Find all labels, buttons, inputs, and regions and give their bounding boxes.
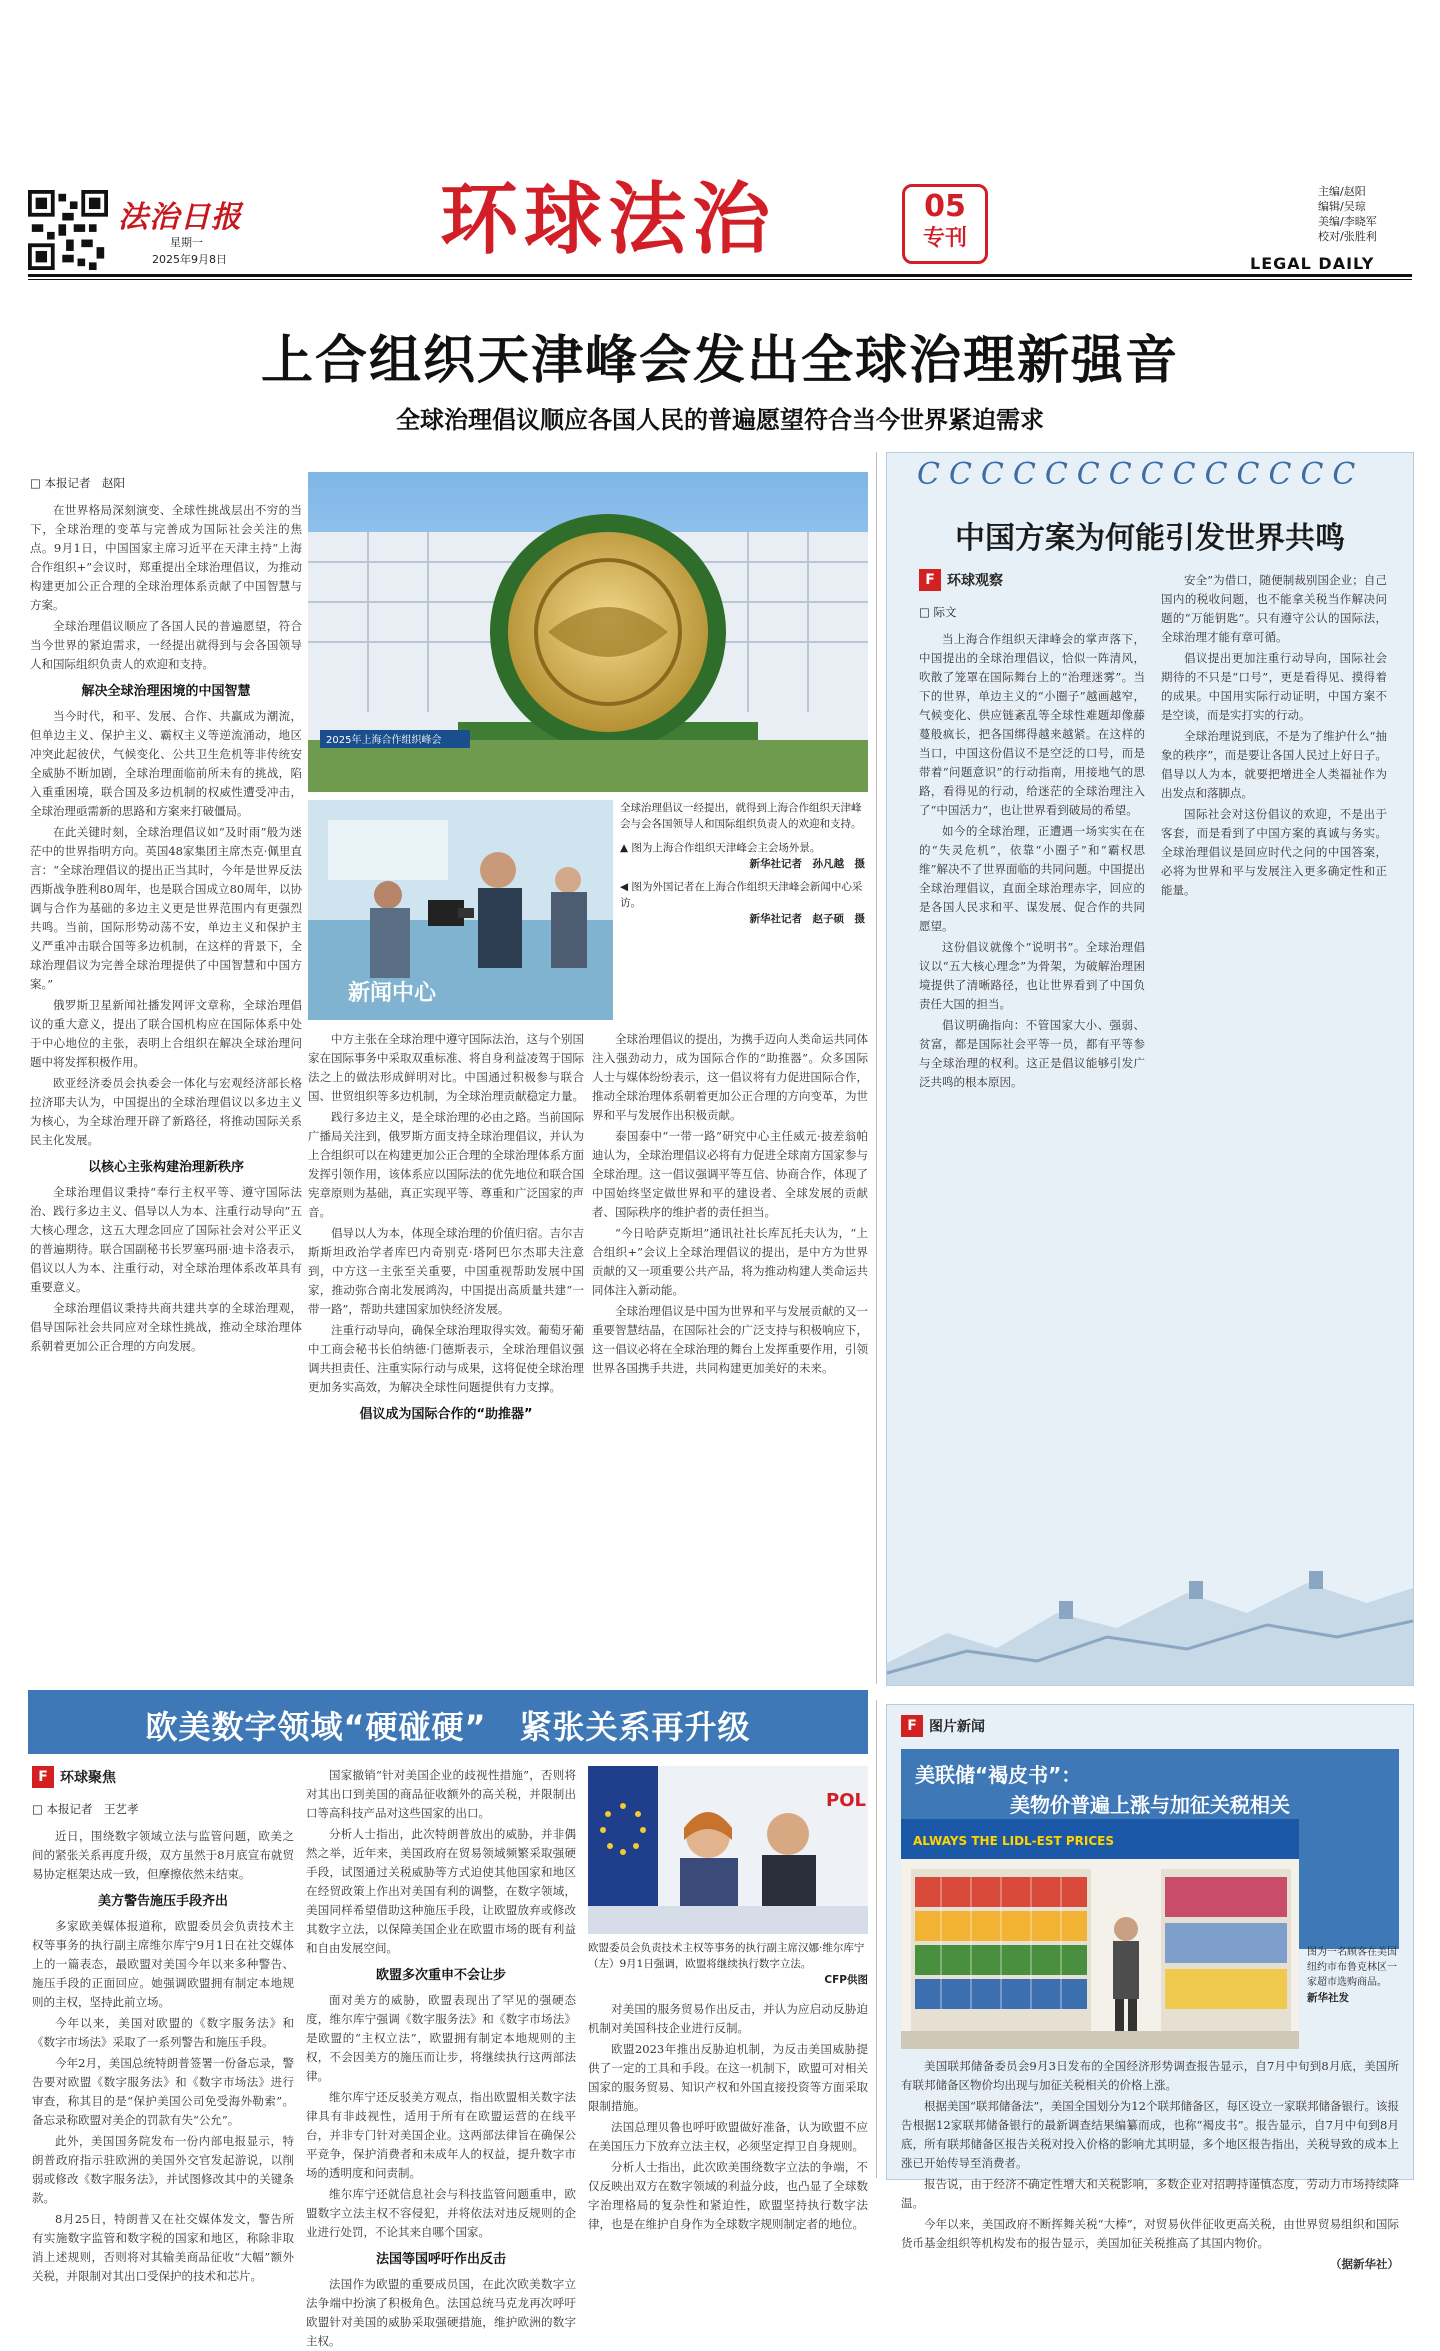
decorative-glyph-row: CCCCCCCCCCCCCC <box>917 457 1365 492</box>
issue-date: 2025年9月8日 <box>152 253 227 266</box>
lead-col-1 <box>30 472 302 1682</box>
paragraph: 全球治理倡议的提出，为携手迈向人类命运共同体注入强劲动力，成为国际合作的“助推器”。众多国际人士与媒体纷纷表示，这一倡议将有力促进国际合作，推动全球治理体系朝着更加公正合理的方向变革，为世界和平与发展作出积极贡献。 <box>592 1032 868 1122</box>
photo-credit: 新华社记者 赵子硕 摄 <box>749 913 865 925</box>
paragraph: 今年以来，美国政府不断挥舞关税“大棒”，对贸易伙伴征收更高关税，由世界贸易组织和国际货币基金组织等机构发布的报告显示，美国加征关税推高了其国内物价。 <box>901 2217 1399 2250</box>
paragraph: 国际社会对这份倡议的欢迎，不是出于客套，而是看到了中国方案的真诚与务实。全球治理倡议是回应时代之问的中国答案，必将为世界和平与发展注入更多确定性和正能量。 <box>1161 807 1387 897</box>
supermarket-caption-block <box>1307 1945 1403 2005</box>
eu-col-2 <box>306 1766 576 2348</box>
paragraph: 维尔库宁还反驳美方观点，指出欧盟相关数字法律具有非歧视性，适用于所有在欧盟运营的在线平台，并非专门针对美国企业。这两部法律旨在确保公平竞争，保护消费者和未成年人的权益，提升数字市场的透明度和问责制。 <box>306 2090 576 2180</box>
summit-venue-illustration <box>308 472 868 792</box>
editor-line: 编辑/吴琼 <box>1318 200 1366 213</box>
china-commentary-box <box>886 452 1414 1686</box>
supermarket-photo <box>901 1819 1299 2049</box>
paragraph: 倡议提出更加注重行动导向，国际社会期待的不只是“口号”，更是看得见、摸得着的成果。中国用实际行动证明，中国方案不是空谈，而是实打实的行动。 <box>1161 651 1387 722</box>
masthead-rule <box>28 274 1412 277</box>
photo-news-title-2: 美物价普遍上涨与加征关税相关 <box>1010 1793 1290 1817</box>
eu-official-photo <box>588 1766 868 1934</box>
subhead: 美方警告施压手段齐出 <box>97 1894 228 1909</box>
paragraph: 法国总理贝鲁也呼吁欧盟做好准备，认为欧盟不应在美国压力下放弃立法主权，必须坚定捍卫自身规则。 <box>588 2120 868 2153</box>
lead-subheadline: 全球治理倡议顺应各国人民的普遍愿望符合当今世界紧迫需求 <box>396 406 1044 434</box>
paragraph: 多家欧美媒体报道称，欧盟委员会负责技术主权等事务的执行副主席维尔库宁9月1日在社交媒体上的一篇表态，最欧盟对美国今年以来多种警告、施压手段的正面回应。她强调欧盟拥有制定本地规则的主权，坚持此前立场。 <box>32 1919 294 2009</box>
editor-line: 校对/张胜利 <box>1318 230 1377 243</box>
paragraph: 注重行动导向，确保全球治理取得实效。葡萄牙葡中工商会秘书长伯纳德·门德斯表示，全球治理倡议强调共担责任、注重实际行动与成果，这将促使全球治理更加务实高效，为解决全球性问题提供有力支撑。 <box>308 1323 584 1394</box>
weekday: 星期一 <box>170 236 203 249</box>
subhead: 解决全球治理困境的中国智慧 <box>81 684 251 699</box>
section-tag-label: 环球观察 <box>947 573 1003 589</box>
english-name: LEGAL DAILY <box>1250 254 1375 273</box>
photo-news-box <box>886 1704 1414 2271</box>
editor-line: 美编/李晓军 <box>1318 215 1377 228</box>
photo-news-tag <box>901 1715 985 1737</box>
eu-headline-banner <box>28 1690 868 1754</box>
subhead: 倡议成为国际合作的“助推器” <box>359 1407 533 1422</box>
photo-credit: 新华社记者 孙凡越 摄 <box>749 858 865 870</box>
great-wall-illustration <box>887 1533 1413 1685</box>
masthead-rule-thin <box>28 279 1412 280</box>
paragraph: 全球治理倡议秉持共商共建共享的全球治理观，倡导国际社会共同应对全球性挑战，推动全球治理体系朝着更加公正合理的方向发展。 <box>30 1301 302 1353</box>
paragraph: 欧盟2023年推出反胁迫机制，为反击美国威胁提供了一定的工具和手段。在这一机制下，欧盟可对相关国家的服务贸易、知识产权和外国直接投资等方面采取限制措施。 <box>588 2042 868 2113</box>
paragraph: 国家撤销“针对美国企业的歧视性措施”，否则将对其出口到美国的商品征收额外的高关税，并限制出口等高科技产品对这些国家的出口。 <box>306 1768 576 1820</box>
masthead <box>0 0 1440 273</box>
china-box-headline: 中国方案为何能引发世界共鸣 <box>955 521 1345 556</box>
photo-caption: 全球治理倡议一经提出，就得到上海合作组织天津峰会与会各国领导人和国际组织负责人的欢迎和支持。 <box>620 802 862 830</box>
paragraph: 倡导以人为本，体现全球治理的价值归宿。吉尔吉斯斯坦政治学者库巴内奇别克·塔阿巴尔杰耶夫注意到，中方这一主张至关重要，中国重视帮助发展中国家，推动弥合南北发展鸿沟，中国提出高质量共建“一带一路”，帮助共建国家加快经济发展。 <box>308 1226 584 1316</box>
eu-headline: 欧美数字领域“硬碰硬” 紧张关系再升级 <box>145 1708 751 1746</box>
paragraph: 对美国的服务贸易作出反击，并认为应启动反胁迫机制对美国科技企业进行反制。 <box>588 2002 868 2035</box>
lead-photo-caption-block <box>620 800 865 926</box>
section-title: 环球法治 <box>440 175 777 265</box>
column-divider <box>876 1700 877 2178</box>
eu-byline: □ 本报记者 王艺孝 <box>32 1802 139 1816</box>
subhead: 法国等国呼吁作出反击 <box>375 2252 506 2267</box>
paragraph: 全球治理倡议秉持“奉行主权平等、遵守国际法治、践行多边主义、倡导以人为本、注重行动导向”五大核心理念，这五大理念回应了国际社会对公平正义的普遍期待。联合国副秘书长罗塞玛丽·迪卡洛表示，倡议以人为本、注重行动，对全球治理体系改革具有重要意义。 <box>30 1185 302 1294</box>
section-tag-icon: F <box>919 569 941 591</box>
paragraph: 泰国泰中“一带一路”研究中心主任威元·披差翁帕迪认为，全球治理倡议必将有力促进全球南方国家参与全球治理。这一倡议强调平等互信、协商合作，体现了中国始终坚定做世界和平的建设者、全球发展的贡献者、国际秩序的维护者的责任担当。 <box>592 1129 868 1219</box>
qr-code-icon <box>28 190 108 270</box>
subhead: 以核心主张构建治理新秩序 <box>87 1160 244 1175</box>
photo-news-body <box>901 2057 1399 2271</box>
paragraph: 今年2月，美国总统特朗普签署一份备忘录，警告要对欧盟《数字服务法》和《数字市场法》进行审查，称其目的是“保护美国公司免受海外勒索”。备忘录称欧盟对美企的罚款有失“公允”。 <box>32 2056 294 2127</box>
paragraph: 如今的全球治理，正遭遇一场实实在在的“失灵危机”，依靠“小圈子”和“霸权思维”解决不了世界面临的共同问题。中国提出全球治理倡议，直面全球治理赤字，回应的是各国人民求和平、谋发展、促合作的共同愿望。 <box>919 824 1145 933</box>
photo-caption: 图为一名顾客在美国纽约市布鲁克林区一家超市选购商品。 <box>1307 1947 1397 1988</box>
photo-credit: 新华社发 <box>1307 1992 1349 2004</box>
subhead: 欧盟多次重申不会让步 <box>375 1968 506 1983</box>
lead-col-3 <box>592 1030 868 1680</box>
paragraph: 欧亚经济委员会执委会一体化与宏观经济部长格拉济耶夫认为，中国提出的全球治理倡议以多边主义为核心，为全球治理开辟了新路径，将推动国际关系民主化发展。 <box>30 1076 302 1147</box>
lead-col-2 <box>308 1030 584 1680</box>
paragraph: 分析人士指出，此次特朗普放出的威胁，并非偶然之举，近年来，美国政府在贸易领域频繁采取强硬手段，试图通过关税威胁等方式迫使其他国家和地区在经贸政策上作出对美国有利的调整，在数字领域，美国同样希望借助这种施压手段，让欧盟放弃或修改其数字立法，以保障美国企业在欧盟市场的既有利益和自由发展空间。 <box>306 1827 576 1955</box>
eu-photo-caption-block <box>588 1940 868 1987</box>
paragraph: 近日，围绕数字领域立法与监管问题，欧美之间的紧张关系再度升级，双方虽然于8月底宣布就贸易协定框架达成一致，但摩擦依然未结束。 <box>32 1829 294 1881</box>
photo-news-source: （据新华社） <box>1330 2257 1399 2271</box>
paragraph: 当上海合作组织天津峰会的掌声落下，中国提出的全球治理倡议，恰似一阵清风，吹散了笼罩在国际舞台上的“治理迷雾”。当下的世界，单边主义的“小圈子”越画越窄，气候变化、供应链紊乱等全球性难题却像藤蔓般疯长，把各国绑得越来越紧。在这样的当口，中国这份倡议不是空泛的口号，而是带着“问题意识”的行动指南，用接地气的思路，看得见的行动，给迷茫的全球治理注入了“中国活力”，也让世界看到破局的希望。 <box>919 632 1145 817</box>
paragraph: 全球治理说到底，不是为了维护什么“抽象的秩序”，而是要让各国人民过上好日子。倡导以人为本，就要把增进全人类福祉作为出发点和落脚点。 <box>1161 729 1387 800</box>
supermarket-illustration <box>901 1819 1299 2049</box>
column-divider <box>876 452 877 1684</box>
paragraph: 维尔库宁还就信息社会与科技监管问题重申，欧盟数字立法主权不容侵犯，并将依法对违反规则的企业进行处罚，不论其来自哪个国家。 <box>306 2187 576 2239</box>
section-tag-icon: F <box>32 1766 54 1788</box>
china-box-col-2 <box>1161 571 1387 1671</box>
paragraph: 在此关键时刻，全球治理倡议如“及时雨”般为迷茫中的世界指明方向。英国48家集团主席杰克·佩里直言：“全球治理倡议的提出正当其时，今年是世界反法西斯战争胜利80周年，也是联合国成立80周年，以协调与合作为基础的多边主义更是世界范围内有更强烈共鸣。当前，国际形势动荡不安，单边主义和保护主义严重冲击联合国等多边机制，在这样的背景下，全球治理倡议为完善全球治理提供了中国智慧和中国方案。” <box>30 825 302 991</box>
photo-caption: 欧盟委员会负责技术主权等事务的执行副主席汉娜·维尔库宁（左）9月1日强调，欧盟将继续执行数字立法。 <box>588 1942 865 1970</box>
paragraph: 法国作为欧盟的重要成员国，在此次欧美数字立法争端中扮演了积极角色。法国总统马克龙再次呼吁欧盟针对美国的威胁采取强硬措施，维护欧洲的数字主权。 <box>306 2277 576 2348</box>
paragraph: 倡议明确指向：不管国家大小、强弱、贫富，都是国际社会平等一员，都有平等参与全球治理的权利。这正是倡议能够引发广泛共鸣的根本原因。 <box>919 1018 1145 1089</box>
paragraph: 今年以来，美国对欧盟的《数字服务法》和《数字市场法》采取了一系列警告和施压手段。 <box>32 2016 294 2049</box>
paragraph: “今日哈萨克斯坦”通讯社社长库瓦托夫认为，“上合组织+”会议上全球治理倡议的提出，是中方为世界贡献的又一项重要公共产品，将为推动构建人类命运共同体注入新动能。 <box>592 1226 868 1297</box>
store-sign: ALWAYS THE LIDL-EST PRICES <box>913 1834 1114 1848</box>
eu-col-3 <box>588 2000 868 2231</box>
paragraph: 这份倡议就像个“说明书”。全球治理倡议以“五大核心理念”为骨架，为破解治理困境提供了清晰路径，也让世界看到了中国负责任大国的担当。 <box>919 940 1145 1011</box>
lead-byline: □ 本报记者 赵阳 <box>30 476 126 490</box>
press-center-sign: 新闻中心 <box>348 981 437 1006</box>
editor-list <box>1318 184 1377 244</box>
paragraph: 在世界格局深刻演变、全球性挑战层出不穷的当下，全球治理的变革与完善成为国际社会关注的焦点。9月1日，中国国家主席习近平在天津主持“上海合作组织+”会议时，郑重提出全球治理倡议，为推动构建更加公正合理的全球治理体系贡献了中国智慧与方案。 <box>30 503 302 612</box>
eu-tag <box>32 1766 116 1788</box>
photo-note: ◀ 图为外国记者在上海合作组织天津峰会新闻中心采访。 <box>620 881 863 909</box>
paragraph: 美国联邦储备委员会9月3日发布的全国经济形势调查报告显示，自7月中旬到8月底，美国所有联邦储备区物价均出现与加征关税相关的价格上涨。 <box>901 2059 1399 2092</box>
summit-venue-photo <box>308 472 868 792</box>
paragraph: 中方主张在全球治理中遵守国际法治，这与个别国家在国际事务中采取双重标准、将自身利益凌驾于国际法之上的做法形成鲜明对比。中国通过积极参与联合国、世贸组织等多边机制，为全球治理贡献稳定力量。 <box>308 1032 584 1103</box>
paragraph: 面对美方的威胁，欧盟表现出了罕见的强硬态度，维尔库宁强调《数字服务法》和《数字市场法》是欧盟的“主权立法”，欧盟拥有制定本地规则的主权，不会因美方的施压而让步，将继续执行这两部法律。 <box>306 1993 576 2083</box>
paragraph: 分析人士指出，此次欧美围绕数字立法的争端，不仅反映出双方在数字领域的利益分歧，也凸显了全球数字治理格局的复杂性和紧迫性，欧盟坚持执行数字法律，也是在维护自身作为全球数字规则制定者的地位。 <box>588 2160 868 2231</box>
page-kind: 专刊 <box>922 226 967 251</box>
paragraph: 全球治理倡议是中国为世界和平与发展贡献的又一重要智慧结晶，在国际社会的广泛支持与积极响应下，这一倡议必将在全球治理的舞台上发挥重要作用，引领世界各国携手共进，共同构建更加美好的未来。 <box>592 1304 868 1375</box>
press-center-photo <box>308 800 613 1020</box>
section-tag-label: 环球聚焦 <box>60 1770 116 1786</box>
summit-banner-text: 2025年上海合作组织峰会 <box>326 735 442 746</box>
section-tag-label: 图片新闻 <box>929 1719 985 1735</box>
photo-credit: CFP供图 <box>824 1974 868 1986</box>
photo-note: ▲ 图为上海合作组织天津峰会主会场外景。 <box>620 842 821 854</box>
photo-news-title-1: 美联储“褐皮书”： <box>915 1763 1082 1787</box>
page-number-box <box>902 184 988 264</box>
section-tag-icon: F <box>901 1715 923 1737</box>
editor-line: 主编/赵阳 <box>1318 185 1366 198</box>
eu-official-illustration <box>588 1766 868 1934</box>
paragraph: 8月25日，特朗普又在社交媒体发文，警告所有实施数字监管和数字税的国家和地区，称除非取消上述规则，否则将对其输美商品征收“大幅”额外关税，并限制对其出口受保护的技术和芯片。 <box>32 2212 294 2283</box>
press-center-illustration <box>308 800 613 1020</box>
paragraph: 当今时代，和平、发展、合作、共赢成为潮流，但单边主义、保护主义、霸权主义等逆流涌动，地区冲突此起彼伏，气候变化、公共卫生危机等非传统安全威胁不断加剧，全球治理面临前所未有的挑战，陷入重重困境，联合国及多边机制的权威性遭受冲击，全球治理亟需新的思路和方案来打破僵局。 <box>30 709 302 818</box>
eu-col-1 <box>32 1798 294 2283</box>
background-flag-text: POL <box>826 1790 866 1811</box>
paragraph: 此外，美国国务院发布一份内部电报显示，特朗普政府指示驻欧洲的美国外交官发起游说，以削弱或修改《数字服务法》，并试图修改其中的关键条款。 <box>32 2134 294 2205</box>
paragraph: 全球治理倡议顺应了各国人民的普遍愿望，符合当今世界的紧迫需求，一经提出就得到与会各国领导人和国际组织负责人的欢迎和支持。 <box>30 619 302 671</box>
china-box-col-1 <box>919 601 1145 1671</box>
logo-text: 法治日报 <box>118 200 242 235</box>
paragraph: 践行多边主义，是全球治理的必由之路。当前国际广播局关注到，俄罗斯方面支持全球治理倡议，并认为上合组织可以在构建更加公正合理的全球治理体系方面发挥引领作用，该体系应以国际法的优先地位和联合国宪章原则为基础，真正实现平等、尊重和广泛国家的声音。 <box>308 1110 584 1219</box>
china-box-tag <box>919 569 1003 591</box>
china-box-byline: □ 际文 <box>919 605 957 619</box>
paragraph: 根据美国“联邦储备法”，美国全国划分为12个联邦储备区，每区设立一家联邦储备银行。该报告根据12家联邦储备银行的最新调查结果编纂而成，也称“褐皮书”。报告显示，自7月中旬到8月底，所有联邦储备区报告关税对投入价格的影响尤其明显，多个地区报告指出，关税导致的成本上涨已开始传导至消费者。 <box>901 2099 1399 2170</box>
paragraph: 报告说，由于经济不确定性增大和关税影响，多数企业对招聘持谨慎态度，劳动力市场持续降温。 <box>901 2177 1399 2210</box>
lead-headline: 上合组织天津峰会发出全球治理新强音 <box>260 331 1179 391</box>
page-number: 05 <box>924 189 966 224</box>
paragraph: 安全”为借口，随便制裁别国企业；自己国内的税收问题，也不能拿关税当作解决问题的“万能钥匙”。只有遵守公认的国际法，全球治理才能有章可循。 <box>1161 573 1387 644</box>
paragraph: 俄罗斯卫星新闻社播发网评文章称，全球治理倡议的重大意义，提出了联合国机构应在国际体系中处于中心地位的主张，表明上合组织在解决全球治理问题中将发挥积极作用。 <box>30 998 302 1069</box>
